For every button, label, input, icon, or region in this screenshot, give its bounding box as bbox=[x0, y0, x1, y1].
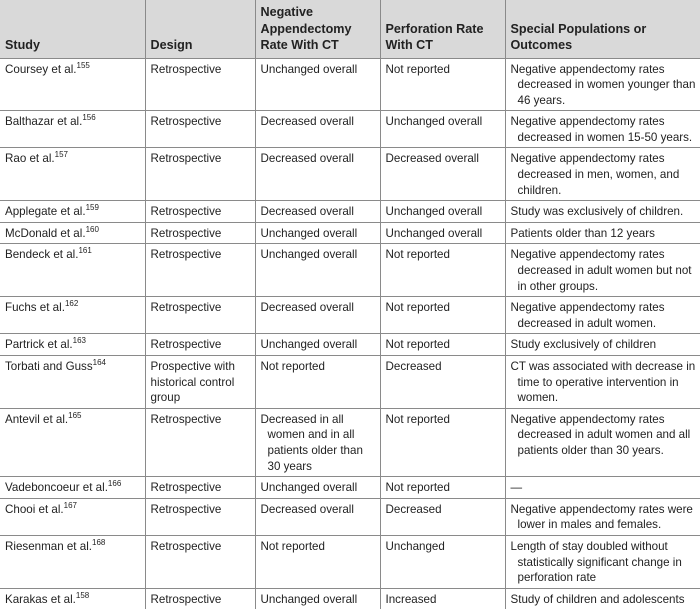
cell-special-populations: Study was exclusively of children. bbox=[505, 201, 700, 223]
cell-study bbox=[0, 201, 145, 223]
cell-perforation-rate: Decreased bbox=[380, 498, 505, 535]
table-row bbox=[0, 244, 700, 297]
cell-special-populations: Study of children and adolescents bbox=[505, 588, 700, 609]
cell-study bbox=[0, 244, 145, 297]
study-name: Applegate et al. bbox=[5, 205, 86, 219]
cell-study bbox=[0, 408, 145, 476]
cell-special-populations: Study exclusively of children bbox=[505, 334, 700, 356]
cell-negative-appendectomy-rate: Unchanged overall bbox=[255, 222, 380, 244]
study-name: Antevil et al. bbox=[5, 412, 69, 426]
study-name: Torbati and Guss bbox=[5, 360, 93, 373]
cell-design: Retrospective bbox=[145, 148, 255, 201]
cell-special-populations: CT was associated with decrease in time to operative intervention in women. bbox=[505, 356, 700, 409]
header-special-populations: Special Populations or Outcomes bbox=[505, 0, 700, 58]
cell-negative-appendectomy-rate: Decreased overall bbox=[255, 297, 380, 334]
cell-special-populations: Negative appendectomy rates decreased in adult women. bbox=[505, 297, 700, 334]
cell-perforation-rate: Not reported bbox=[380, 244, 505, 297]
reference-number: 163 bbox=[72, 336, 87, 346]
reference-number: 157 bbox=[54, 150, 68, 160]
study-name: Rao et al. bbox=[5, 152, 55, 166]
cell-study bbox=[0, 148, 145, 201]
header-row bbox=[0, 0, 700, 58]
cell-study bbox=[0, 498, 145, 535]
cell-negative-appendectomy-rate: Not reported bbox=[255, 356, 380, 409]
study-name: Bendeck et al. bbox=[5, 248, 79, 262]
cell-perforation-rate: Decreased bbox=[380, 356, 505, 409]
table-row bbox=[0, 148, 700, 201]
cell-perforation-rate: Not reported bbox=[380, 477, 505, 499]
cell-study bbox=[0, 111, 145, 148]
reference-number: 162 bbox=[64, 299, 79, 309]
header-design: Design bbox=[145, 0, 255, 58]
cell-perforation-rate: Unchanged overall bbox=[380, 222, 505, 244]
cell-special-populations: Negative appendectomy rates decreased in adult women but not in other groups. bbox=[505, 244, 700, 297]
table-row bbox=[0, 58, 700, 111]
cell-perforation-rate: Not reported bbox=[380, 408, 505, 476]
study-name: Karakas et al. bbox=[5, 592, 76, 606]
table-row bbox=[0, 408, 700, 476]
cell-design: Prospective with historical control group bbox=[145, 356, 255, 409]
study-name: Vadeboncoeur et al. bbox=[5, 481, 108, 495]
cell-design: Retrospective bbox=[145, 201, 255, 223]
cell-perforation-rate: Unchanged bbox=[380, 535, 505, 588]
reference-number: 166 bbox=[107, 479, 122, 489]
cell-negative-appendectomy-rate: Decreased overall bbox=[255, 201, 380, 223]
cell-negative-appendectomy-rate: Decreased overall bbox=[255, 148, 380, 201]
cell-design: Retrospective bbox=[145, 498, 255, 535]
cell-negative-appendectomy-rate: Unchanged overall bbox=[255, 334, 380, 356]
study-name: Partrick et al. bbox=[5, 338, 73, 352]
table-row bbox=[0, 588, 700, 609]
cell-design: Retrospective bbox=[145, 535, 255, 588]
header-study: Study bbox=[0, 0, 145, 58]
cell-study bbox=[0, 58, 145, 111]
cell-negative-appendectomy-rate: Unchanged overall bbox=[255, 477, 380, 499]
cell-special-populations: Negative appendectomy rates decreased in women 15-50 years. bbox=[505, 111, 700, 148]
header-perforation-rate: Perforation Rate With CT bbox=[380, 0, 505, 58]
reference-number: 164 bbox=[92, 358, 107, 367]
table-row bbox=[0, 297, 700, 334]
cell-special-populations: Negative appendectomy rates were lower in males and females. bbox=[505, 498, 700, 535]
table-row bbox=[0, 356, 700, 409]
reference-number: 156 bbox=[82, 113, 96, 123]
study-name: Coursey et al. bbox=[5, 62, 77, 76]
reference-number: 158 bbox=[75, 590, 90, 600]
cell-perforation-rate: Decreased overall bbox=[380, 148, 505, 201]
cell-perforation-rate: Unchanged overall bbox=[380, 201, 505, 223]
reference-number: 161 bbox=[78, 246, 92, 256]
reference-number: 160 bbox=[85, 224, 99, 234]
cell-special-populations: — bbox=[505, 477, 700, 499]
cell-perforation-rate: Unchanged overall bbox=[380, 111, 505, 148]
cell-study bbox=[0, 297, 145, 334]
cell-negative-appendectomy-rate: Decreased overall bbox=[255, 498, 380, 535]
cell-study bbox=[0, 588, 145, 609]
cell-design: Retrospective bbox=[145, 222, 255, 244]
cell-study bbox=[0, 222, 145, 244]
cell-design: Retrospective bbox=[145, 244, 255, 297]
header-negative-appendectomy-rate: Negative Appendectomy Rate With CT bbox=[255, 0, 380, 58]
cell-perforation-rate: Not reported bbox=[380, 297, 505, 334]
cell-perforation-rate: Not reported bbox=[380, 58, 505, 111]
cell-perforation-rate: Not reported bbox=[380, 334, 505, 356]
cell-negative-appendectomy-rate: Decreased in all women and in all patients older than 30 years bbox=[255, 408, 380, 476]
cell-design: Retrospective bbox=[145, 477, 255, 499]
table-row bbox=[0, 477, 700, 499]
study-name: Chooi et al. bbox=[5, 502, 64, 516]
cell-study bbox=[0, 477, 145, 499]
study-name: Fuchs et al. bbox=[5, 301, 65, 315]
cell-negative-appendectomy-rate: Decreased overall bbox=[255, 111, 380, 148]
cell-design: Retrospective bbox=[145, 111, 255, 148]
reference-number: 167 bbox=[63, 500, 78, 510]
study-name: Balthazar et al. bbox=[5, 115, 83, 129]
cell-design: Retrospective bbox=[145, 58, 255, 111]
table-body bbox=[0, 58, 700, 609]
table-row bbox=[0, 222, 700, 244]
study-name: McDonald et al. bbox=[5, 226, 86, 240]
cell-negative-appendectomy-rate: Unchanged overall bbox=[255, 58, 380, 111]
cell-design: Retrospective bbox=[145, 588, 255, 609]
reference-number: 165 bbox=[68, 410, 82, 420]
table-row bbox=[0, 201, 700, 223]
cell-negative-appendectomy-rate: Unchanged overall bbox=[255, 588, 380, 609]
cell-study bbox=[0, 334, 145, 356]
cell-design: Retrospective bbox=[145, 334, 255, 356]
reference-number: 159 bbox=[85, 203, 99, 213]
cell-design: Retrospective bbox=[145, 408, 255, 476]
cell-perforation-rate: Increased bbox=[380, 588, 505, 609]
cell-study bbox=[0, 535, 145, 588]
cell-special-populations: Negative appendectomy rates decreased in women younger than 46 years. bbox=[505, 58, 700, 111]
table-row bbox=[0, 111, 700, 148]
study-name: Riesenman et al. bbox=[5, 539, 92, 553]
cell-study bbox=[0, 356, 145, 409]
cell-special-populations: Negative appendectomy rates decreased in adult women and all patients older than 30 years. bbox=[505, 408, 700, 476]
table-row bbox=[0, 498, 700, 535]
cell-negative-appendectomy-rate: Unchanged overall bbox=[255, 244, 380, 297]
table-row bbox=[0, 334, 700, 356]
cell-negative-appendectomy-rate: Not reported bbox=[255, 535, 380, 588]
cell-special-populations: Negative appendectomy rates decreased in men, women, and children. bbox=[505, 148, 700, 201]
cell-special-populations: Length of stay doubled without statistically significant change in perforation rate bbox=[505, 535, 700, 588]
cell-special-populations: Patients older than 12 years bbox=[505, 222, 700, 244]
reference-number: 168 bbox=[92, 537, 106, 547]
table-row bbox=[0, 535, 700, 588]
reference-number: 155 bbox=[76, 60, 90, 70]
cell-design: Retrospective bbox=[145, 297, 255, 334]
